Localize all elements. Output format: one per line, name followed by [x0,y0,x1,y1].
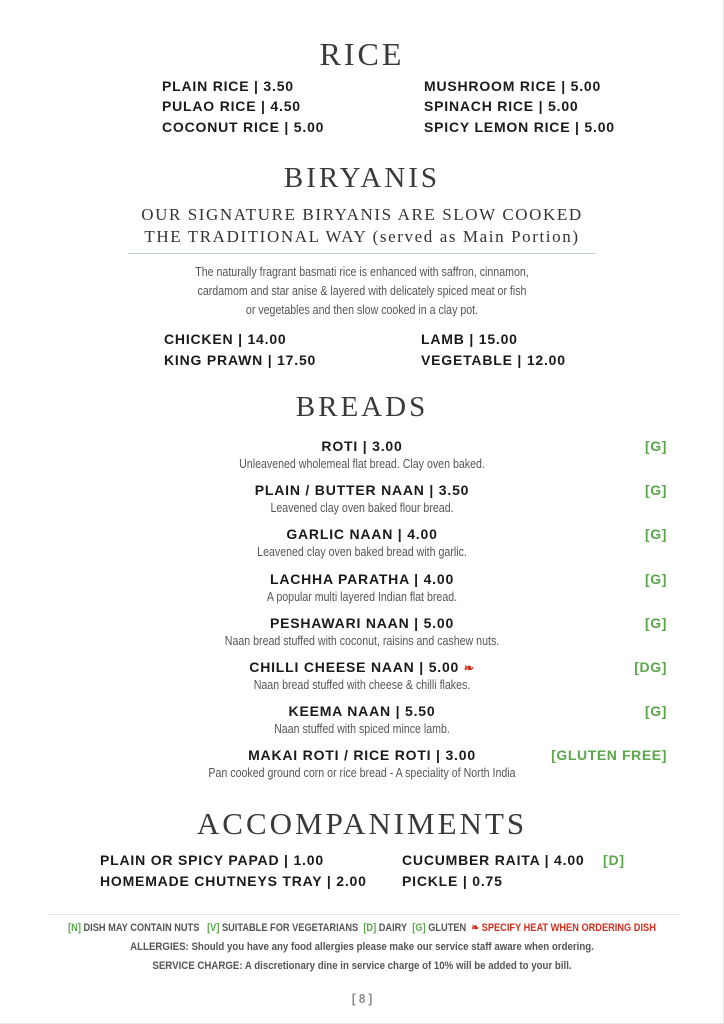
bread-item-description: Leavened clay oven baked flour bread. [270,501,454,516]
legend-text: GLUTEN [428,922,467,934]
item-name-text: ROTI | 3.00 [321,438,403,454]
dietary-tag: [G] [644,703,667,720]
chilli-icon: ❧ [471,922,480,934]
veg-tag: [V] [207,922,220,934]
bread-item-description: Pan cooked ground corn or rice bread - A speciality of North India [208,766,516,781]
menu-item: PLAIN RICE | 3.50 [162,78,294,94]
breads-title: BREADS [295,391,429,423]
bread-item-name [180,438,544,454]
bread-item-name [180,747,544,763]
biryanis-subtitle: OUR SIGNATURE BIRYANIS ARE SLOW COOKED [141,205,583,224]
dietary-tag: [DG] [634,659,667,675]
bread-item-name [180,482,544,498]
menu-item: SPICY LEMON RICE | 5.00 [424,119,615,135]
bread-item-name [180,659,544,675]
dietary-tag: [GLUTEN FREE] [551,747,667,764]
item-name-text: PESHAWARI NAAN | 5.00 [269,614,455,631]
legend-text: SUITABLE FOR VEGETARIANS [221,922,359,934]
service-charge-note: SERVICE CHARGE: A discretionary dine in service charge of 10% will be added to your bill. [152,960,572,972]
menu-item: COCONUT RICE | 5.00 [162,119,325,135]
biryanis-subtitle: THE TRADITIONAL WAY (served as Main Portion) [144,227,580,246]
biryanis-description: or vegetables and then slow cooked in a clay pot. [245,303,479,317]
dietary-tag: [G] [644,570,667,587]
bread-item-name [180,703,544,719]
bread-item-description: Leavened clay oven baked bread with garlic. [257,545,467,560]
legend [58,921,666,935]
accompaniments-title: ACCOMPANIMENTS [196,806,528,841]
biryanis-title: BIRYANIS [283,162,441,194]
biryanis-description: The naturally fragrant basmati rice is enhanced with saffron, cinnamon, [195,265,529,279]
menu-item: KING PRAWN | 17.50 [164,352,317,368]
rice-title: RICE [319,36,405,72]
dietary-tag: [G] [644,438,667,454]
page-number: [ 8 ] [351,991,373,1006]
dairy-tag: [D] [363,922,377,934]
bread-item-description: A popular multi layered Indian flat bread. [266,589,458,604]
menu-item: MUSHROOM RICE | 5.00 [424,78,602,94]
allergies-note: ALLERGIES: Should you have any food allergies please make our service staff aware when ordering. [130,941,594,953]
item-name-text: KEEMA NAAN | 5.50 [288,703,436,720]
biryanis-description: cardamom and star anise & layered with delicately spiced meat or fish [197,284,527,298]
dairy-tag: [D] [603,852,625,868]
menu-item: VEGETABLE | 12.00 [421,352,566,368]
menu-item: PICKLE | 0.75 [402,873,503,889]
menu-item: PLAIN OR SPICY PAPAD | 1.00 [100,852,324,868]
menu-item: SPINACH RICE | 5.00 [424,98,579,114]
item-name-text: PLAIN / BUTTER NAAN | 3.50 [254,482,470,499]
item-name-text: MAKAI ROTI / RICE ROTI | 3.00 [248,747,476,764]
bread-item-description: Naan stuffed with spiced mince lamb. [274,722,450,737]
menu-item: CHICKEN | 14.00 [164,331,287,347]
dietary-tag: [G] [644,526,667,543]
menu-item: LAMB | 15.00 [421,331,518,347]
legend-text: SPECIFY HEAT WHEN ORDERING DISH [481,922,656,934]
menu-item: CUCUMBER RAITA | 4.00 [402,852,585,868]
dietary-tag: [G] [644,614,667,631]
bread-item-description: Naan bread stuffed with cheese & chilli flakes. [253,678,471,692]
menu-item: PULAO RICE | 4.50 [162,98,301,114]
item-name-text: LACHHA PARATHA | 4.00 [269,570,455,587]
legend-text: DAIRY [378,922,408,934]
legend-text: DISH MAY CONTAIN NUTS [83,922,200,934]
bread-item-name [180,615,544,631]
item-name-text: GARLIC NAAN | 4.00 [286,526,438,543]
divider [128,253,596,254]
dietary-tag: [G] [644,482,667,499]
divider [48,914,680,915]
bread-item-name [180,571,544,587]
bread-item-description: Naan bread stuffed with coconut, raisins and cashew nuts. [224,633,500,648]
bread-item-description: Unleavened wholemeal flat bread. Clay oven baked. [239,457,485,471]
item-name-text: CHILLI CHEESE NAAN | 5.00 [249,659,460,675]
gluten-tag: [G] [412,922,426,934]
nuts-tag: [N] [68,922,81,934]
menu-item: HOMEMADE CHUTNEYS TRAY | 2.00 [100,873,367,889]
bread-item-name [180,526,544,542]
chilli-icon: ❧ [463,661,475,675]
